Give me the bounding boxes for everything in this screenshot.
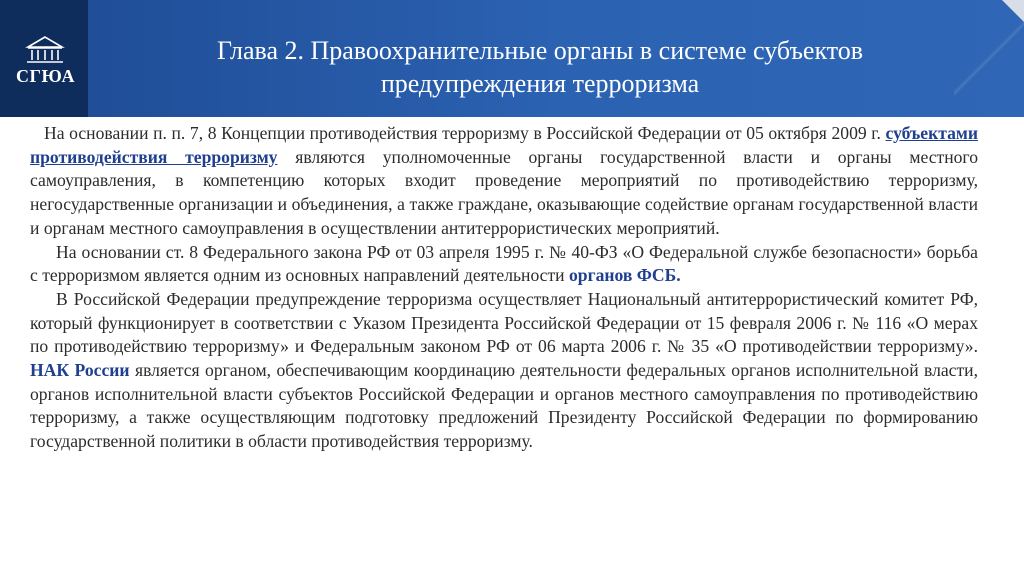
title-line-2: предупреждения терроризма bbox=[380, 69, 700, 98]
paragraph-text: На основании ст. 8 Федерального закона РФ от 03 апреля 1995 г. № 40-ФЗ «О Федеральной службе безопасности» борьба с терроризмом является одним из основных направлений деятельности bbox=[30, 241, 978, 286]
slide-header bbox=[0, 0, 1024, 117]
highlight-nak: НАК России bbox=[30, 360, 130, 381]
highlight-fsb: органов ФСБ. bbox=[569, 265, 681, 286]
highlight-subjects: субъектами противодействия терроризму bbox=[30, 123, 978, 167]
university-logo bbox=[16, 34, 74, 86]
paragraph-text: В Российской Федерации предупреждение терроризма осуществляет Национальный антитеррористический комитет РФ, который функционирует в соответствии с Указом Президента Российской Федерации от 15 февраля 2006 г. № 116 «О мерах по противодействию терроризму» и Федеральным законом РФ от 06 марта 2006 г. № 35 «О противодействии терроризму». bbox=[30, 288, 978, 357]
building-columns-icon bbox=[16, 34, 74, 66]
paragraph-nak bbox=[30, 288, 978, 454]
paragraph-text: является органом, обеспечивающим координацию деятельности федеральных органов исполнительной власти, органов исполнительной власти субъектов Российской Федерации и органов местного самоуправления по противодействию терроризму, а также осуществляющим подготовку предложений Президенту Российской Федерации по формированию государственной политики в области противодействия терроризму. bbox=[30, 360, 978, 452]
slide-body bbox=[30, 122, 978, 454]
paragraph-text: На основании п. п. 7, 8 Концепции противодействия терроризму в Российской Федерации от 05 октября 2009 г. bbox=[44, 123, 886, 143]
paragraph-concept bbox=[30, 122, 978, 241]
page-curl bbox=[1002, 0, 1024, 22]
slide-title bbox=[110, 34, 970, 100]
paragraph-text: являются уполномоченные органы государственной власти и органы местного самоуправления, в компетенцию которых входит проведение мероприятий по противодействию терроризму, негосударственные организации и объединения, а также граждане, оказывающие содействие органам государственной власти и органам местного самоуправления в осуществлении антитеррористических мероприятий. bbox=[30, 146, 978, 238]
logo-panel bbox=[0, 0, 88, 117]
paragraph-fsb bbox=[30, 241, 978, 288]
logo-text: СГЮА bbox=[16, 66, 76, 86]
title-line-1: Глава 2. Правоохранительные органы в системе субъектов bbox=[216, 36, 864, 65]
